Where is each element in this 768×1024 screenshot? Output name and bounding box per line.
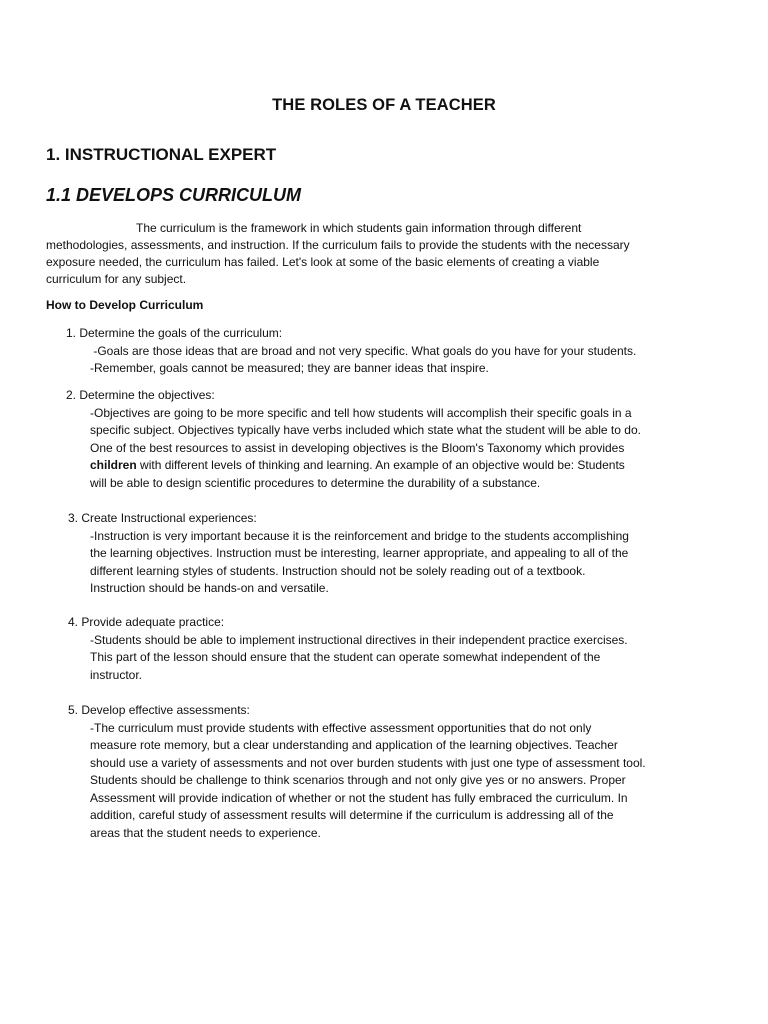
- step-line: measure rote memory, but a clear understanding and application of the learning objectives. Teacher: [90, 738, 618, 752]
- step-line: should use a variety of assessments and not over burden students with just one type of assessment tool.: [90, 755, 646, 770]
- intro-line: methodologies, assessments, and instruction. If the curriculum fails to provide the students with the necessary: [46, 238, 630, 252]
- step-line: Students should be challenge to think scenarios through and not only give yes or no answers. Proper: [90, 773, 626, 787]
- step-line: addition, careful study of assessment results will determine if the curriculum is addressing all of the: [90, 808, 614, 822]
- step-line: Assessment will provide indication of whether or not the student has fully embraced the curriculum. In: [90, 790, 628, 805]
- step-line: -The curriculum must provide students with effective assessment opportunities that do not only: [90, 720, 592, 735]
- step-line: Instruction should be hands-on and versatile.: [90, 581, 329, 595]
- intro-line: [46, 220, 696, 237]
- step-line: instructor.: [90, 667, 143, 682]
- step-line: areas that the student needs to experience.: [90, 825, 321, 840]
- subsection-heading: 1.1 DEVELOPS CURRICULUM: [46, 185, 302, 205]
- step-title: 1. Determine the goals of the curriculum:: [66, 326, 283, 340]
- step-body: [90, 720, 690, 843]
- step-line: This part of the lesson should ensure that the student can operate somewhat independent of the: [90, 650, 601, 664]
- bold-keyword: children: [90, 458, 137, 472]
- step-body: [90, 632, 690, 685]
- step-line: [90, 457, 690, 475]
- step-line: One of the best resources to assist in developing objectives is the Bloom's Taxonomy which provides: [90, 440, 625, 455]
- intro-line-text: The curriculum is the framework in which students gain information through different: [136, 221, 582, 235]
- step-line: the learning objectives. Instruction must be interesting, learner appropriate, and appealing to all of the: [90, 546, 629, 560]
- step-line: -Objectives are going to be more specific and tell how students will accomplish their specific goals in a: [90, 405, 632, 420]
- step-line: -Students should be able to implement instructional directives in their independent practice exercises.: [90, 632, 628, 647]
- step-line: will be able to design scientific procedures to determine the durability of a substance.: [90, 475, 541, 490]
- step-body: [90, 528, 690, 598]
- step-title: 3. Create Instructional experiences:: [68, 511, 257, 525]
- step-title: 5. Develop effective assessments:: [68, 703, 250, 717]
- step-body: [90, 343, 690, 378]
- section-heading: 1. INSTRUCTIONAL EXPERT: [46, 145, 277, 164]
- intro-paragraph: [46, 220, 696, 288]
- step-line: -Remember, goals cannot be measured; they are banner ideas that inspire.: [90, 361, 489, 375]
- how-to-heading: How to Develop Curriculum: [46, 298, 204, 312]
- step-title: 4. Provide adequate practice:: [68, 615, 225, 629]
- step-line: -Instruction is very important because it is the reinforcement and bridge to the students accomplishing: [90, 528, 629, 543]
- page-title: THE ROLES OF A TEACHER: [272, 96, 496, 114]
- intro-line: curriculum for any subject.: [46, 272, 187, 286]
- step-body: [90, 405, 690, 493]
- step-line: -Goals are those ideas that are broad and not very specific. What goals do you have for your students.: [90, 343, 637, 358]
- step-line-text: with different levels of thinking and learning. An example of an objective would be: Students: [140, 458, 625, 472]
- step-line: specific subject. Objectives typically have verbs included which state what the student will be able to do.: [90, 423, 641, 437]
- step-title: 2. Determine the objectives:: [66, 388, 215, 402]
- step-line: different learning styles of students. Instruction should not be solely reading out of a textbook.: [90, 563, 586, 578]
- intro-line: exposure needed, the curriculum has failed. Let's look at some of the basic elements of creating a viable: [46, 255, 600, 269]
